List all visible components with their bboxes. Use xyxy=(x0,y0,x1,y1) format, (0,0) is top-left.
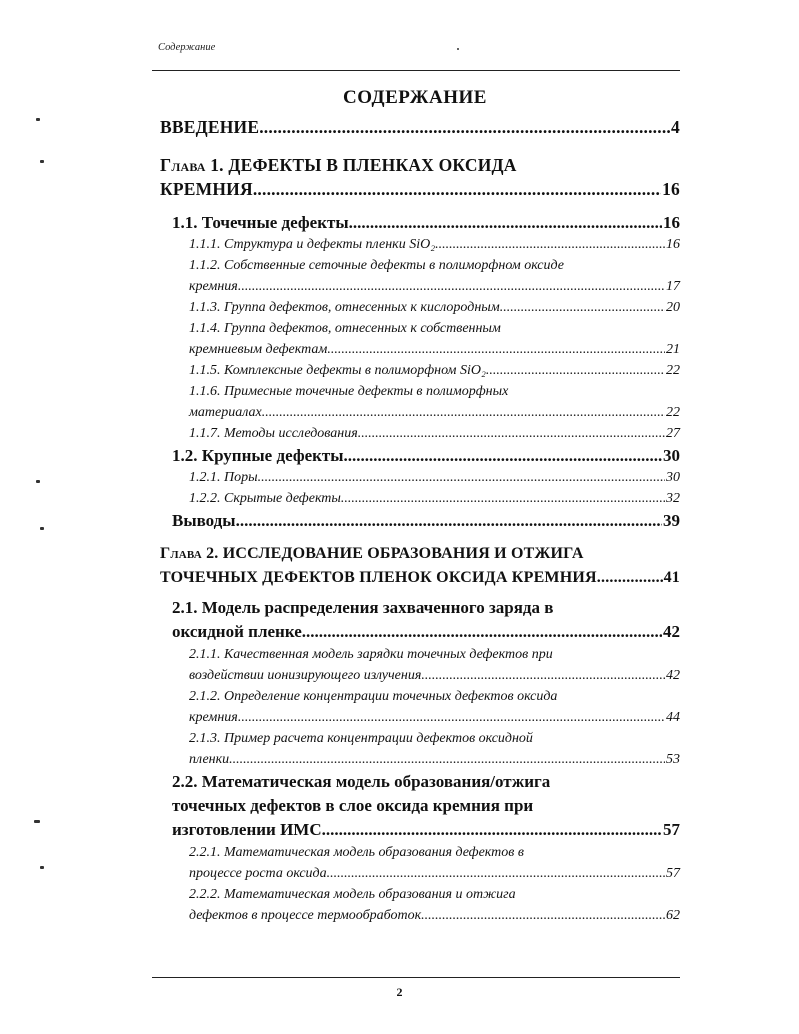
toc-entry-2-1-1-line1[interactable]: 2.1.1. Качественная модель зарядки точечных дефектов при xyxy=(189,647,553,662)
leader-dots xyxy=(258,467,665,488)
toc-entry-2-2-line2[interactable]: точечных дефектов в слое оксида кремния при xyxy=(172,796,534,815)
header-rule xyxy=(152,70,680,71)
page-number: 2 xyxy=(396,985,403,999)
footer-rule xyxy=(152,977,680,978)
page-ref: 30 xyxy=(666,470,680,485)
toc-entry-chapter-2[interactable]: ТОЧЕЧНЫХ ДЕФЕКТОВ ПЛЕНОК ОКСИДА КРЕМНИЯ ..... 41 xyxy=(160,566,680,590)
page-ref: 39 xyxy=(663,511,680,530)
leader-dots xyxy=(238,276,665,297)
toc-chapter-2-line1[interactable]: Глава 2. ИССЛЕДОВАНИЕ ОБРАЗОВАНИЯ И ОТЖИГА xyxy=(160,545,584,562)
scan-speck xyxy=(36,480,40,483)
page-ref: 16 xyxy=(663,213,680,232)
page-ref: 17 xyxy=(666,279,680,294)
toc-entry-2-1-2[interactable]: кремния ..... 44 xyxy=(160,707,680,728)
page-ref: 32 xyxy=(666,491,680,506)
page-ref: 4 xyxy=(671,117,680,137)
toc-entry-2-2-2[interactable]: дефектов в процессе термообработок ..... 62 xyxy=(160,905,680,926)
toc-entry-1-2[interactable]: 1.2. Крупные дефекты ..... 30 xyxy=(160,444,680,467)
leader-dots xyxy=(349,211,662,234)
page-ref: 62 xyxy=(666,908,680,923)
toc-entry-chapter-1[interactable]: КРЕМНИЯ ..... 16 xyxy=(160,177,680,201)
leader-dots xyxy=(327,863,665,884)
toc-entry-2-1-line1[interactable]: 2.1. Модель распределения захваченного заряда в xyxy=(172,598,554,617)
leader-dots xyxy=(262,402,665,423)
leader-dots xyxy=(253,177,661,201)
toc-entry-2-1-3-line1[interactable]: 2.1.3. Пример расчета концентрации дефектов оксидной xyxy=(189,731,533,746)
leader-dots xyxy=(421,665,665,686)
leader-dots xyxy=(358,423,665,444)
toc-chapter-1-line1[interactable]: Глава 1. ДЕФЕКТЫ В ПЛЕНКАХ ОКСИДА xyxy=(160,155,517,175)
scan-speck xyxy=(40,160,44,163)
toc-entry-2-2-2-line1[interactable]: 2.2.2. Математическая модель образования и отжига xyxy=(189,887,516,902)
page-ref: 41 xyxy=(663,569,680,586)
toc-entry-1-1-4[interactable]: кремниевым дефектам ..... 21 xyxy=(160,339,680,360)
page-ref: 27 xyxy=(666,426,680,441)
leader-dots xyxy=(597,566,663,590)
page-ref: 22 xyxy=(666,405,680,420)
page-ref: 44 xyxy=(666,710,680,725)
toc-entry-intro[interactable]: ВВЕДЕНИЕ ..... 4 xyxy=(160,115,680,139)
leader-dots xyxy=(421,905,665,926)
leader-dots xyxy=(344,444,662,467)
leader-dots xyxy=(229,749,665,770)
toc-entry-1-1-7[interactable]: 1.1.7. Методы исследования ..... 27 xyxy=(160,423,680,444)
toc-entry-1-1-1[interactable]: 1.1.1. Структура и дефекты пленки SiO₂ ..... 16 xyxy=(160,234,680,255)
leader-dots xyxy=(236,509,662,532)
page-ref: 53 xyxy=(666,752,680,767)
leader-dots xyxy=(327,339,665,360)
toc-entry-2-2-1-line1[interactable]: 2.2.1. Математическая модель образования дефектов в xyxy=(189,845,524,860)
page-ref: 21 xyxy=(666,342,680,357)
running-header: Содержание xyxy=(158,42,216,53)
toc-entry-2-1-3[interactable]: пленки ..... 53 xyxy=(160,749,680,770)
page-ref: 42 xyxy=(666,668,680,683)
page-ref: 57 xyxy=(666,866,680,881)
page-ref: 30 xyxy=(663,446,680,465)
page-title: СОДЕРЖАНИЕ xyxy=(343,87,487,108)
toc-entry-2-1[interactable]: оксидной пленке ..... 42 xyxy=(160,620,680,644)
toc-entry-1-1[interactable]: 1.1. Точечные дефекты ..... 16 xyxy=(160,211,680,234)
toc-entry-conclusions[interactable]: Выводы ..... 39 xyxy=(160,509,680,532)
page-ref: 16 xyxy=(666,237,680,252)
toc-entry-2-2-line1[interactable]: 2.2. Математическая модель образования/отжига xyxy=(172,772,551,791)
scan-speck xyxy=(40,866,44,869)
toc-entry-1-1-4-line1[interactable]: 1.1.4. Группа дефектов, отнесенных к собственным xyxy=(189,321,501,336)
toc-entry-1-1-2-line1[interactable]: 1.1.2. Собственные сеточные дефекты в полиморфном оксиде xyxy=(189,258,564,273)
toc-entry-1-1-6[interactable]: материалах ..... 22 xyxy=(160,402,680,423)
leader-dots xyxy=(435,234,665,255)
toc-entry-2-1-1[interactable]: воздействии ионизирующего излучения ..... 42 xyxy=(160,665,680,686)
leader-dots xyxy=(259,115,670,139)
toc-entry-2-2[interactable]: изготовлении ИМС ..... 57 xyxy=(160,818,680,842)
scan-speck xyxy=(36,118,40,121)
toc-entry-1-2-2[interactable]: 1.2.2. Скрытые дефекты ..... 32 xyxy=(160,488,680,509)
table-of-contents xyxy=(160,115,680,926)
page-ref: 16 xyxy=(662,179,680,199)
scan-speck xyxy=(40,527,44,530)
toc-entry-1-1-3[interactable]: 1.1.3. Группа дефектов, отнесенных к кислородным ..... 20 xyxy=(160,297,680,318)
page-ref: 22 xyxy=(666,363,680,378)
leader-dots xyxy=(322,818,662,842)
scan-speck xyxy=(457,48,459,50)
toc-entry-2-1-2-line1[interactable]: 2.1.2. Определение концентрации точечных дефектов оксида xyxy=(189,689,558,704)
page-ref: 20 xyxy=(666,300,680,315)
toc-entry-1-1-6-line1[interactable]: 1.1.6. Примесные точечные дефекты в полиморфных xyxy=(189,384,509,399)
leader-dots xyxy=(302,620,662,644)
leader-dots xyxy=(238,707,665,728)
toc-entry-1-2-1[interactable]: 1.2.1. Поры ..... 30 xyxy=(160,467,680,488)
page-ref: 57 xyxy=(663,820,680,839)
toc-entry-1-1-5[interactable]: 1.1.5. Комплексные дефекты в полиморфном SiO₂ ..... 22 xyxy=(160,360,680,381)
leader-dots xyxy=(486,360,665,381)
leader-dots xyxy=(500,297,665,318)
leader-dots xyxy=(341,488,665,509)
page-ref: 42 xyxy=(663,622,680,641)
toc-entry-1-1-2[interactable]: кремния ..... 17 xyxy=(160,276,680,297)
toc-entry-2-2-1[interactable]: процессе роста оксида ..... 57 xyxy=(160,863,680,884)
scan-speck xyxy=(34,820,40,823)
